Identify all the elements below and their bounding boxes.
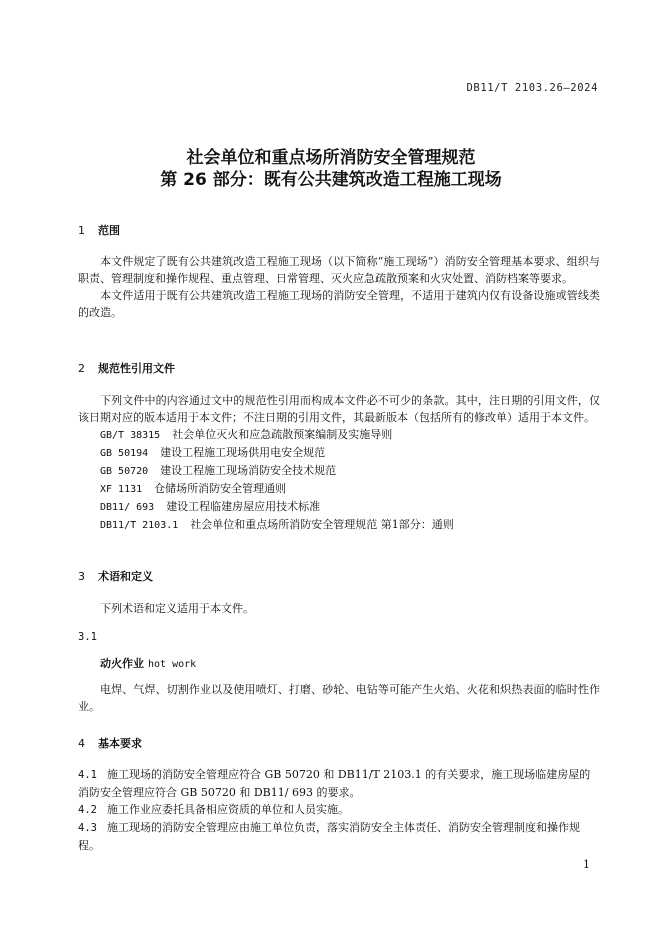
item-text: 施工作业应委托具备相应资质的单位和人员实施。 xyxy=(106,803,349,816)
document-subtitle: 第 26 部分：既有公共建筑改造工程施工现场 xyxy=(160,170,502,190)
clause-3-1 xyxy=(78,629,600,646)
section-3-heading xyxy=(78,568,600,585)
item-number: 4.1 xyxy=(78,769,97,781)
reference-item xyxy=(78,462,600,480)
clause-number: 3.1 xyxy=(78,631,97,643)
section-1-heading xyxy=(78,222,600,239)
section-number: 4 xyxy=(78,737,85,750)
item-number: 4.3 xyxy=(78,822,97,834)
reference-item xyxy=(78,444,600,462)
document-title: 社会单位和重点场所消防安全管理规范 xyxy=(186,148,476,168)
reference-code: XF 1131 xyxy=(100,484,143,495)
page-number: 1 xyxy=(583,858,590,871)
reference-code: GB 50720 xyxy=(100,466,149,477)
term-chinese: 动火作业 xyxy=(100,657,144,670)
requirement-item xyxy=(78,766,600,801)
reference-code: DB11/ 693 xyxy=(100,502,155,513)
paragraph: 本文件规定了既有公共建筑改造工程施工现场（以下简称“施工现场”）消防安全管理基本要求、组织与职责、管理制度和操作规程、重点管理、日常管理、灭火应急疏散预案和火灾处置、消防档案等要求。 xyxy=(78,255,600,285)
reference-title: 建设工程施工现场供用电安全规范 xyxy=(160,446,326,459)
reference-code: GB 50194 xyxy=(100,448,149,459)
reference-title: 仓储场所消防安全管理通则 xyxy=(154,482,287,495)
section-number: 1 xyxy=(78,224,85,237)
reference-item xyxy=(78,516,600,534)
standard-number: DB11/T 2103.26—2024 xyxy=(466,82,598,94)
reference-item xyxy=(78,426,600,444)
requirement-item xyxy=(78,819,600,854)
section-4-heading xyxy=(78,735,600,752)
reference-title: 建设工程临建房屋应用技术标准 xyxy=(166,500,321,513)
item-number: 4.2 xyxy=(78,804,97,816)
section-2-body xyxy=(78,392,600,534)
requirement-item xyxy=(78,801,600,819)
reference-title: 建设工程施工现场消防安全技术规范 xyxy=(160,464,337,477)
section-4-body xyxy=(78,766,600,854)
reference-title: 社会单位和重点场所消防安全管理规范 第1部分：通则 xyxy=(190,518,454,531)
section-number: 2 xyxy=(78,362,85,375)
term-english: hot work xyxy=(148,659,197,670)
paragraph: 下列术语和定义适用于本文件。 xyxy=(100,602,254,615)
term-definition xyxy=(78,681,600,715)
reference-title: 社会单位灭火和应急疏散预案编制及实施导则 xyxy=(172,428,393,441)
section-title: 规范性引用文件 xyxy=(98,362,175,375)
term-entry xyxy=(78,655,600,673)
section-title: 范围 xyxy=(98,224,120,237)
reference-item xyxy=(78,480,600,498)
section-1-body xyxy=(78,253,600,321)
paragraph: 电焊、气焊、切割作业以及使用喷灯、打磨、砂轮、电钻等可能产生火焰、火花和炽热表面的临时性作业。 xyxy=(78,683,600,713)
section-title: 术语和定义 xyxy=(98,570,153,583)
section-title: 基本要求 xyxy=(98,737,142,750)
paragraph: 下列文件中的内容通过文中的规范性引用而构成本文件必不可少的条款。其中，注日期的引用文件，仅该日期对应的版本适用于本文件；不注日期的引用文件，其最新版本（包括所有的修改单）适用于本文件。 xyxy=(78,394,600,424)
reference-item xyxy=(78,498,600,516)
reference-code: DB11/T 2103.1 xyxy=(100,520,179,531)
reference-code: GB/T 38315 xyxy=(100,430,161,441)
section-3-intro xyxy=(78,600,600,617)
section-2-heading xyxy=(78,360,600,377)
paragraph: 本文件适用于既有公共建筑改造工程施工现场的消防安全管理，不适用于建筑内仅有设备设施或管线类的改造。 xyxy=(78,289,600,319)
section-number: 3 xyxy=(78,570,85,583)
item-text: 施工现场的消防安全管理应由施工单位负责，落实消防安全主体责任、消防安全管理制度和操作规程。 xyxy=(78,821,580,852)
item-text: 施工现场的消防安全管理应符合 GB 50720 和 DB11/T 2103.1 的有关要求，施工现场临建房屋的消防安全管理应符合 GB 50720 和 DB11/ 693 的要求。 xyxy=(78,768,591,799)
